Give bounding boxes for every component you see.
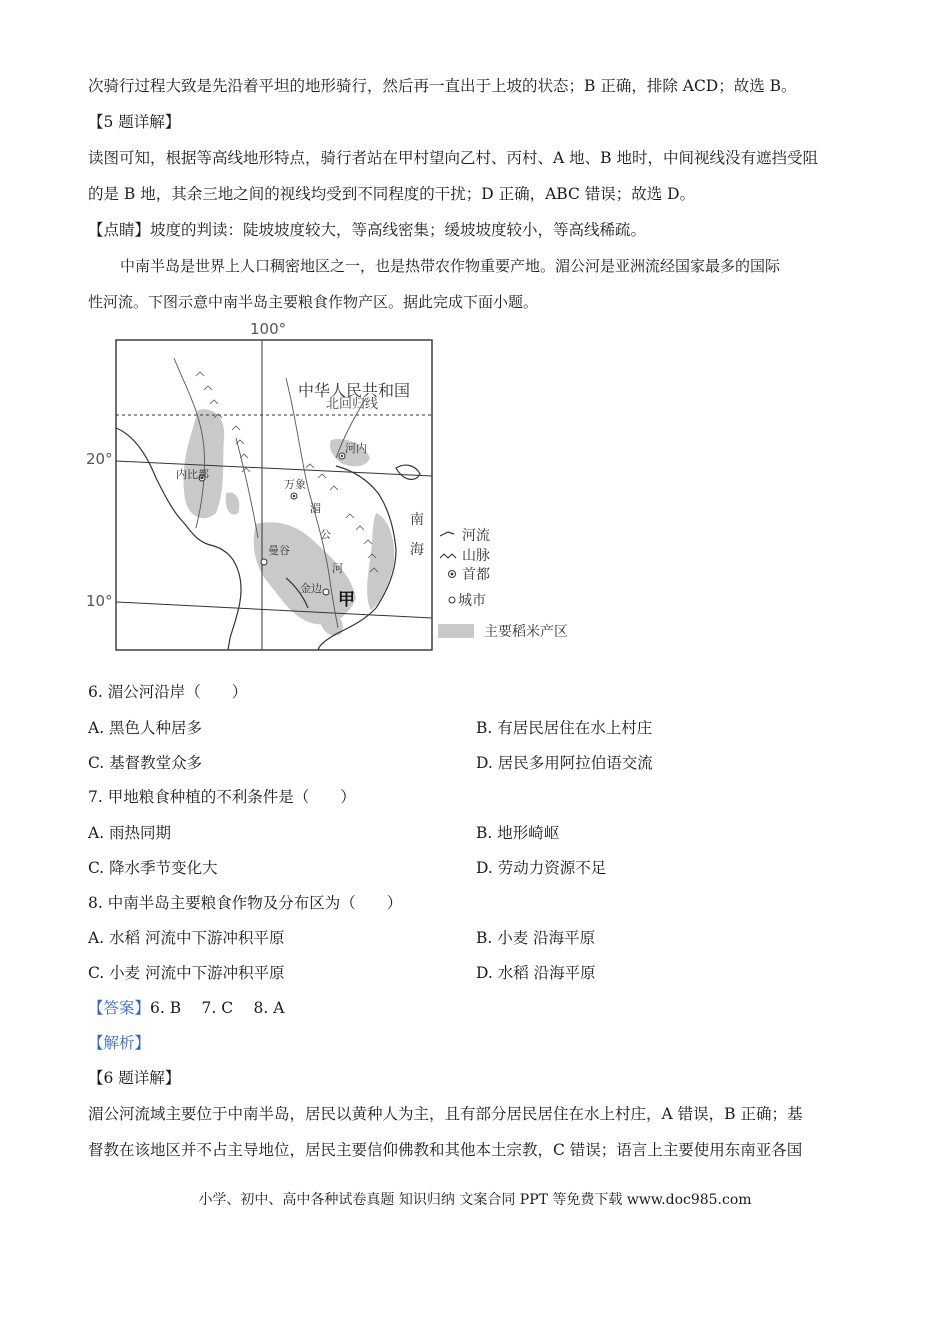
- tropic-label: 北回归线: [326, 397, 379, 412]
- city-naypyidaw: [176, 467, 209, 481]
- river-char-3: 河: [332, 562, 343, 575]
- legend-mountain-icon: [440, 554, 456, 558]
- answer-line: [88, 998, 284, 1018]
- text-line-3: 读图可知，根据等高线地形特点，骑行者站在甲村望向乙村、丙村、A 地、B 地时，中间视线没有遮挡受阻: [88, 149, 818, 167]
- lat-20-label: 20°: [86, 450, 113, 468]
- q8-option-d: D. 水稻 沿海平原: [476, 964, 596, 982]
- q5-detail-heading: 【5 题详解】: [88, 113, 181, 131]
- q6-option-b: B. 有居民居住在水上村庄: [476, 719, 653, 737]
- q6-option-c: C. 基督教堂众多: [88, 754, 203, 772]
- river-char-1: 湄: [310, 502, 321, 515]
- sea-char-1: 南: [410, 512, 424, 528]
- page-footer: 小学、初中、高中各种试卷真题 知识归纳 文案合同 PPT 等免费下载 www.doc985.com: [198, 1192, 752, 1208]
- country-label: 中华人民共和国: [298, 381, 411, 400]
- map-legend: [438, 527, 568, 640]
- analysis-line-1: 湄公河流域主要位于中南半岛，居民以黄种人为主，且有部分居民居住在水上村庄，A 错误，B 正确；基: [88, 1105, 803, 1123]
- svg-text:金边: 金边: [300, 582, 322, 595]
- indochina-rice-map: [86, 318, 606, 654]
- river-char-2: 公: [320, 528, 331, 541]
- legend-rice: 主要稻米产区: [484, 624, 568, 640]
- q6-option-d: D. 居民多用阿拉伯语交流: [476, 754, 653, 772]
- svg-text:内比都: 内比都: [176, 468, 209, 481]
- legend-rice-swatch: [438, 624, 474, 638]
- answer-label: 【答案】: [88, 999, 151, 1017]
- intro-line-2: 性河流。下图示意中南半岛主要粮食作物产区。据此完成下面小题。: [88, 293, 539, 311]
- q6-detail-heading: 【6 题详解】: [88, 1069, 181, 1087]
- q8-option-c: C. 小麦 河流中下游冲积平原: [88, 964, 285, 982]
- q7-option-c: C. 降水季节变化大: [88, 859, 218, 877]
- text-line-1: 次骑行过程大致是先沿着平坦的地形骑行，然后再一直出于上坡的状态；B 正确，排除 ACD；故选 B。: [88, 77, 797, 95]
- q7-option-d: D. 劳动力资源不足: [476, 859, 607, 877]
- legend-river-icon: [440, 532, 454, 536]
- longitude-label: 100°: [250, 320, 287, 338]
- lat-10-label: 10°: [86, 592, 113, 610]
- legend-capital: 首都: [462, 567, 490, 583]
- svg-text:万象: 万象: [284, 478, 306, 491]
- q8-option-a: A. 水稻 河流中下游冲积平原: [88, 929, 285, 947]
- analysis-label: 【解析】: [88, 1034, 151, 1052]
- legend-city: 城市: [458, 593, 486, 609]
- legend-city-icon: [449, 597, 455, 603]
- q7-stem: 7. 甲地粮食种植的不利条件是（ ）: [88, 788, 356, 806]
- q7-option-a: A. 雨热同期: [88, 824, 172, 842]
- intro-line-1: 中南半岛是世界上人口稠密地区之一，也是热带农作物重要产地。湄公河是亚洲流经国家最多的国际: [120, 257, 781, 275]
- legend-river: 河流: [462, 528, 490, 544]
- answer-value: 6. B 7. C 8. A: [150, 999, 285, 1017]
- q6-option-a: A. 黑色人种居多: [88, 719, 203, 737]
- q8-option-b: B. 小麦 沿海平原: [476, 929, 596, 947]
- legend-mountain: 山脉: [462, 548, 490, 564]
- svg-text:河内: 河内: [345, 442, 367, 455]
- tip-line: 【点睛】坡度的判读：陡坡坡度较大，等高线密集；缓坡坡度较小，等高线稀疏。: [88, 221, 647, 239]
- q6-stem: 6. 湄公河沿岸（ ）: [88, 683, 248, 701]
- svg-text:曼谷: 曼谷: [268, 544, 290, 557]
- q8-stem: 8. 中南半岛主要粮食作物及分布区为（ ）: [88, 894, 403, 912]
- sea-char-2: 海: [410, 542, 424, 558]
- analysis-line-2: 督教在该地区并不占主导地位，居民主要信仰佛教和其他本土宗教，C 错误；语言上主要使用东南亚各国: [88, 1141, 803, 1159]
- jia-label: 甲: [338, 590, 355, 610]
- text-line-4: 的是 B 地，其余三地之间的视线均受到不同程度的干扰；D 正确，ABC 错误；故选 D。: [88, 185, 696, 203]
- q7-option-b: B. 地形崎岖: [476, 824, 560, 842]
